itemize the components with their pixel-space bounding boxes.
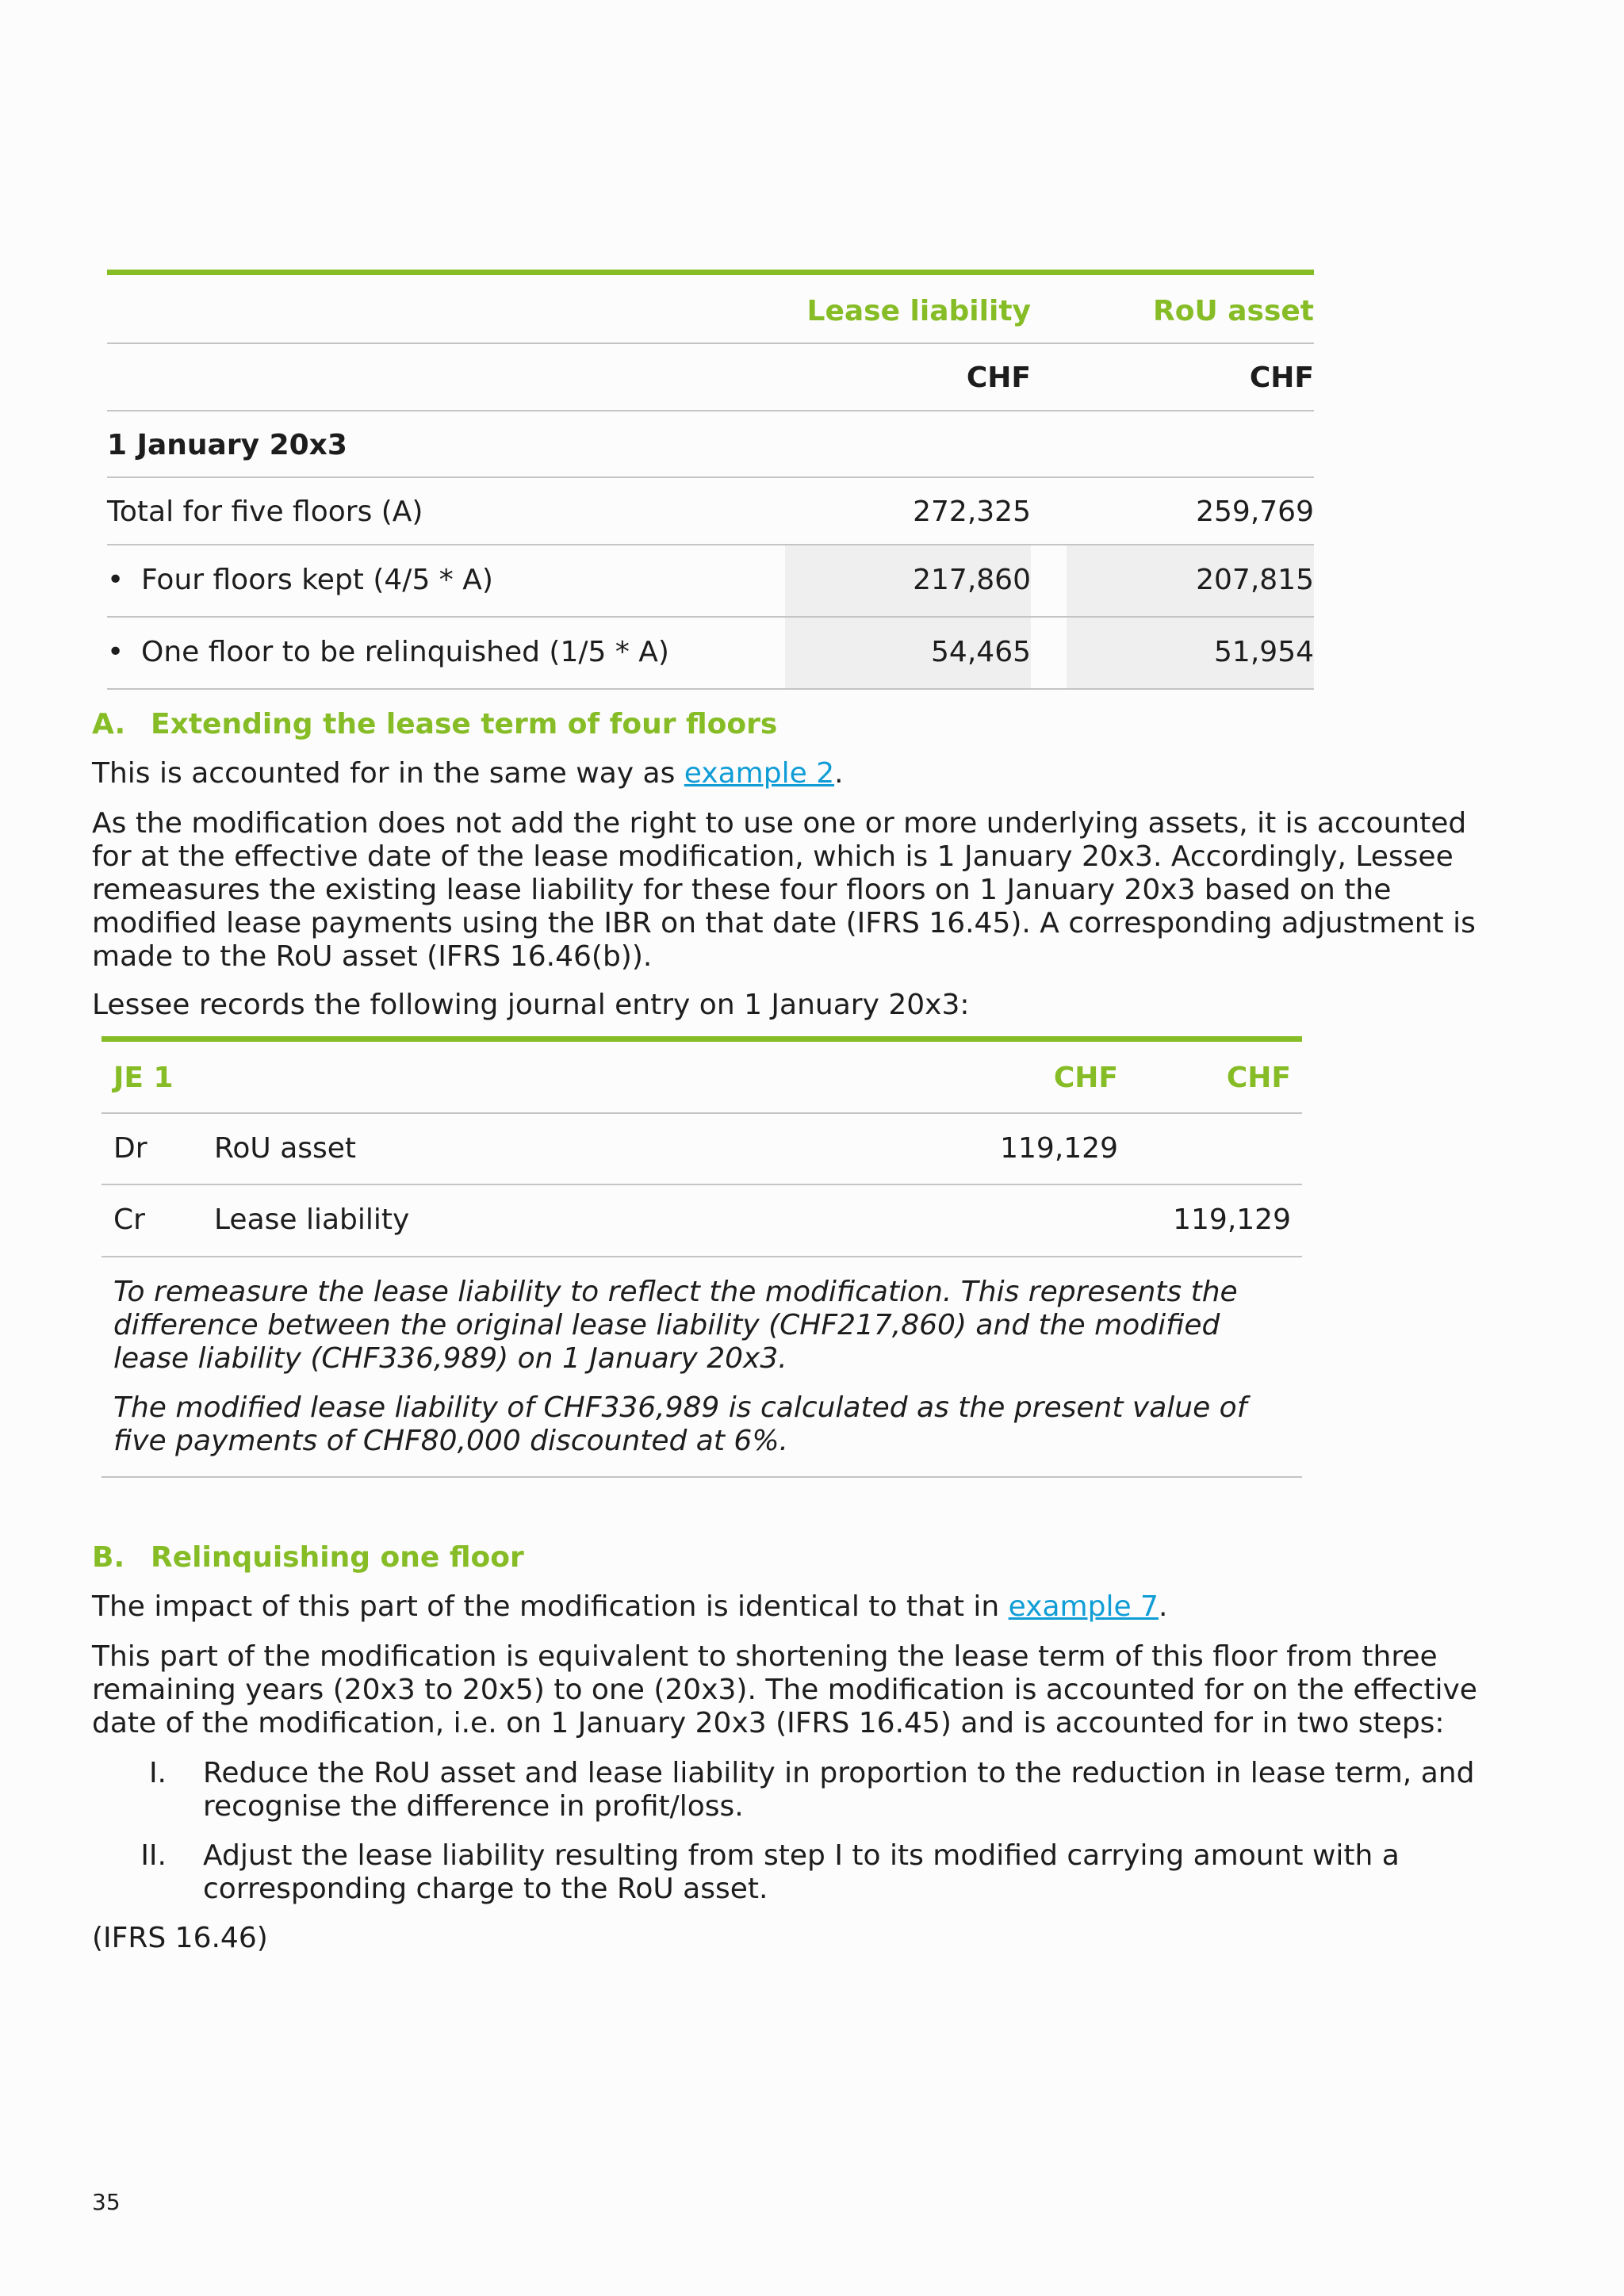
rou-asset-value: 51,954 bbox=[1214, 636, 1314, 668]
intro-text: This is accounted for in the same way as bbox=[92, 757, 684, 790]
bullet-marker: • bbox=[107, 564, 124, 596]
step-text: Adjust the lease liability resulting from step I to its modified carrying amount with a corresponding charge to the RoU asset. bbox=[203, 1839, 1400, 1905]
je-credit-currency: CHF bbox=[1226, 1062, 1291, 1094]
step-text: Reduce the RoU asset and lease liability in proportion to the reduction in lease term, and recognise the difference in profit/loss. bbox=[203, 1757, 1475, 1823]
section-date-label: 1 January 20x3 bbox=[107, 429, 347, 461]
je-debit-currency: CHF bbox=[1053, 1062, 1118, 1094]
je-explanation: To remeasure the lease liability to reflect the modification. This represents the difference between the original lease liability (CHF217,860) and the modified lease liability (CHF336,989) on 1 January 20x3. bbox=[113, 1276, 1238, 1375]
row-label: One floor to be relinquished (1/5 * A) bbox=[141, 636, 669, 668]
lease-liability-value: 54,465 bbox=[931, 636, 1031, 668]
row-divider bbox=[107, 410, 1314, 411]
section-a-intro bbox=[92, 757, 1503, 790]
section-b-heading: Relinquishing one floor bbox=[151, 1541, 524, 1574]
section-a-letter: A. bbox=[92, 708, 126, 740]
currency-lease-liability: CHF bbox=[966, 362, 1031, 394]
row-label: Total for five floors (A) bbox=[107, 496, 423, 528]
account-name: RoU asset bbox=[214, 1132, 357, 1165]
account-name: Lease liability bbox=[214, 1203, 410, 1236]
row-divider bbox=[107, 476, 1314, 478]
lease-liability-value: 272,325 bbox=[913, 496, 1031, 528]
page-number: 35 bbox=[92, 2189, 121, 2215]
table-bottom-rule bbox=[107, 688, 1314, 690]
intro-suffix: . bbox=[834, 757, 844, 790]
debit-amount: 119,129 bbox=[1000, 1132, 1118, 1165]
table-bottom-rule bbox=[102, 1476, 1302, 1478]
section-b-letter: B. bbox=[92, 1541, 125, 1574]
table-top-rule bbox=[107, 270, 1314, 275]
journal-entry-intro: Lessee records the following journal entry on 1 January 20x3: bbox=[92, 989, 970, 1021]
rou-asset-value: 207,815 bbox=[1196, 564, 1314, 596]
section-b-body: This part of the modification is equivalent to shortening the lease term of this floor from three remaining years (20x3 to 20x5) to one (20x3). The modification is accounted for on the effective date of the modification, i.e. on 1 January 20x3 (IFRS 16.45) and is accounted for in two steps: bbox=[92, 1640, 1477, 1739]
bullet-marker: • bbox=[107, 636, 124, 668]
intro-suffix: . bbox=[1158, 1590, 1168, 1623]
example-2-link[interactable]: example 2 bbox=[684, 757, 835, 790]
rou-asset-value: 259,769 bbox=[1196, 496, 1314, 528]
je-label: JE 1 bbox=[113, 1062, 174, 1094]
step-number: I. bbox=[148, 1757, 167, 1789]
entry-side: Dr bbox=[113, 1132, 147, 1165]
lease-liability-value: 217,860 bbox=[913, 564, 1031, 596]
header-rou-asset: RoU asset bbox=[1153, 295, 1314, 327]
step-number: II. bbox=[140, 1839, 167, 1872]
example-7-link[interactable]: example 7 bbox=[1008, 1590, 1159, 1623]
section-b-intro bbox=[92, 1590, 1503, 1624]
intro-text: The impact of this part of the modification is identical to that in bbox=[92, 1590, 1009, 1623]
row-divider bbox=[102, 1184, 1302, 1185]
table-top-rule bbox=[102, 1036, 1302, 1042]
je-calculation-note: The modified lease liability of CHF336,989 is calculated as the present value of five payments of CHF80,000 discounted at 6%. bbox=[113, 1391, 1247, 1457]
section-a-heading: Extending the lease term of four floors bbox=[151, 708, 778, 740]
row-label: Four floors kept (4/5 * A) bbox=[141, 564, 493, 596]
credit-amount: 119,129 bbox=[1173, 1203, 1291, 1236]
header-lease-liability: Lease liability bbox=[806, 295, 1031, 327]
row-divider bbox=[107, 342, 1314, 344]
row-divider bbox=[102, 1256, 1302, 1257]
currency-rou-asset: CHF bbox=[1249, 362, 1314, 394]
section-a-body: As the modification does not add the right to use one or more underlying assets, it is accounted for at the effective date of the lease modification, which is 1 January 20x3. Accordingly, Lessee remeasures the existing lease liability for these four floors on 1 January 20x3 based on the modified lease payments using the IBR on that date (IFRS 16.45). A corresponding adjustment is made to the RoU asset (IFRS 16.46(b)). bbox=[92, 807, 1476, 973]
entry-side: Cr bbox=[113, 1203, 145, 1236]
row-divider bbox=[102, 1112, 1302, 1114]
standard-reference: (IFRS 16.46) bbox=[92, 1922, 268, 1954]
